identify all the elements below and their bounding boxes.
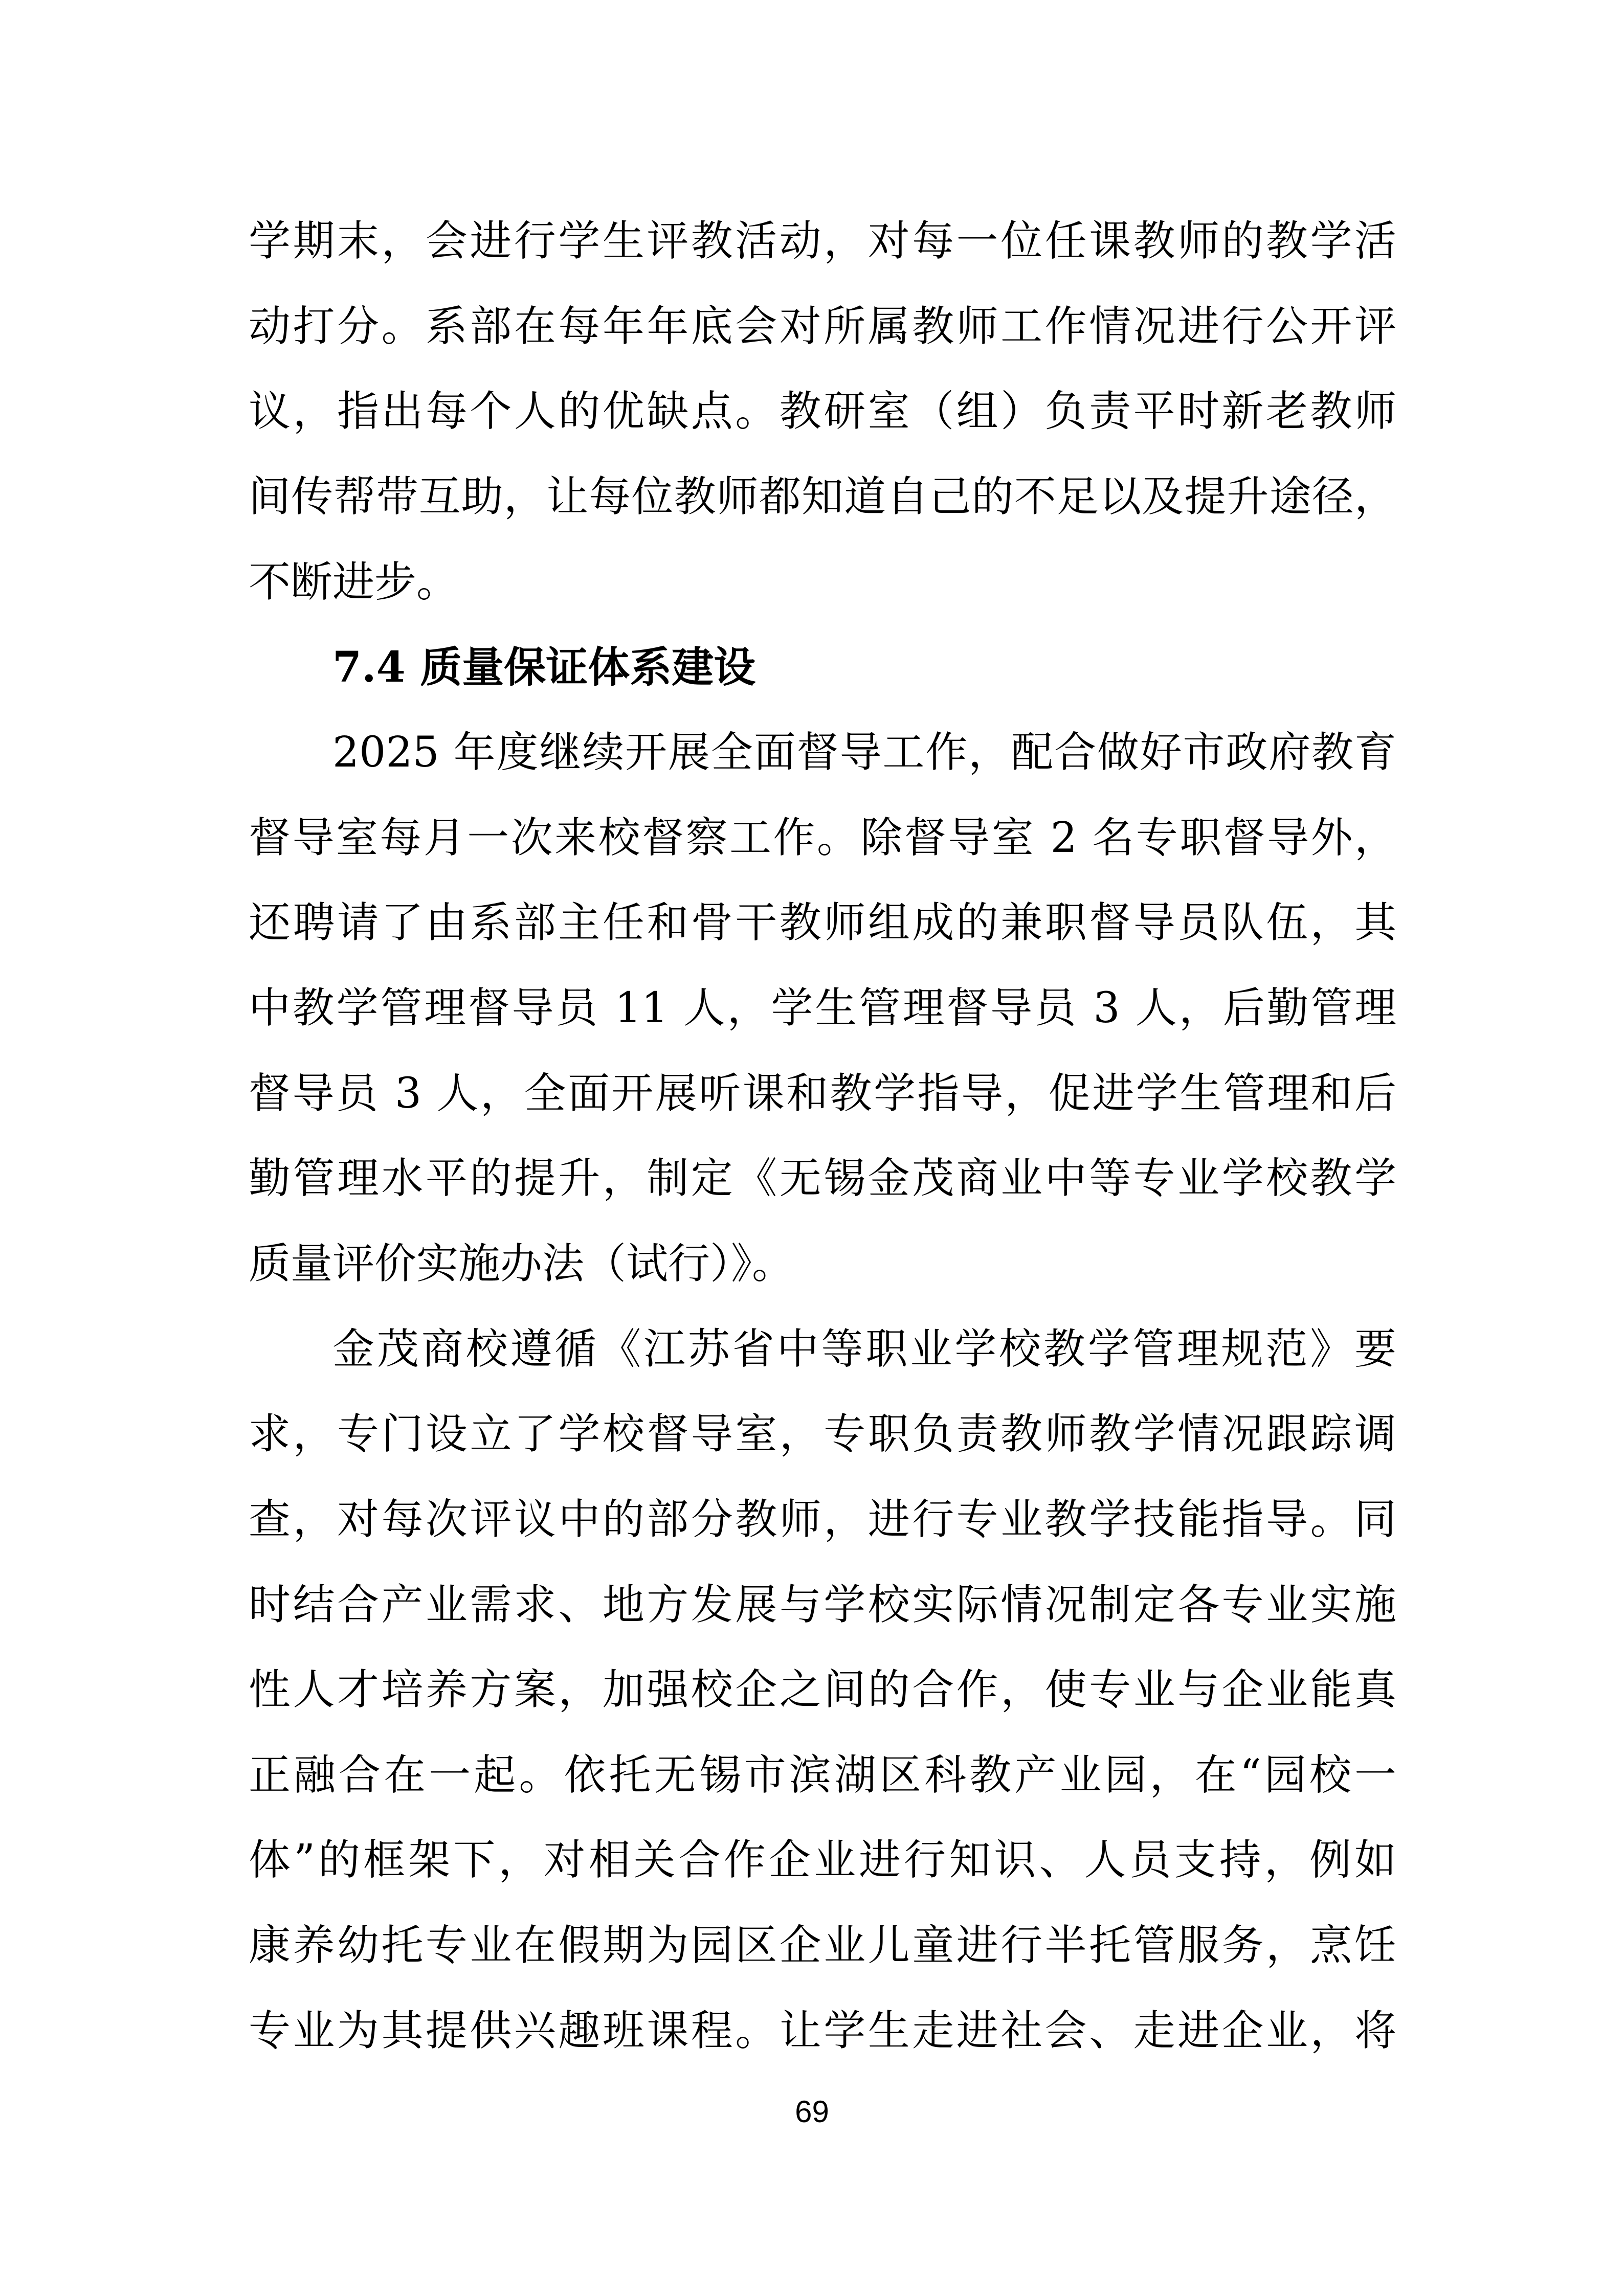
text-line: 求，专门设立了学校督导室，专职负责教师教学情况跟踪调 [249,1410,1396,1459]
text-line: 中教学管理督导员 11 人，学生管理督导员 3 人，后勤管理 [249,983,1396,1032]
text-line: 性人才培养方案，加强校企之间的合作，使专业与企业能真 [249,1665,1396,1715]
text-line: 勤管理水平的提升，制定《无锡金茂商业中等专业学校教学 [249,1154,1396,1203]
text-line: 议，指出每个人的优缺点。教研室（组）负责平时新老教师 [249,387,1396,436]
paragraph-supervision-work [249,710,1396,1307]
text-line: 督导员 3 人，全面开展听课和教学指导，促进学生管理和后 [249,1069,1396,1118]
text-line: 体”的框架下，对相关合作企业进行知识、人员支持，例如 [249,1836,1396,1885]
text-line: 查，对每次评议中的部分教师，进行专业教学技能指导。同 [249,1495,1396,1544]
text-line: 间传帮带互助，让每位教师都知道自己的不足以及提升途径， [249,472,1396,521]
text-line: 专业为其提供兴趣班课程。让学生走进社会、走进企业，将 [249,2006,1396,2055]
text-line: 康养幼托专业在假期为园区企业儿童进行半托管服务，烹饪 [249,1921,1396,1970]
page-number: 69 [795,2095,829,2129]
text-line: 动打分。系部在每年年底会对所属教师工作情况进行公开评 [249,302,1396,351]
text-line: 时结合产业需求、地方发展与学校实际情况制定各专业实施 [249,1580,1396,1629]
text-line: 金茂商校遵循《江苏省中等职业学校教学管理规范》要 [332,1324,1396,1374]
text-line: 还聘请了由系部主任和骨干教师组成的兼职督导员队伍，其 [249,898,1396,948]
text-line: 学期末，会进行学生评教活动，对每一位任课教师的教学活 [249,217,1396,265]
text-line: 质量评价实施办法（试行）》。 [249,1239,794,1288]
text-block [249,199,1396,2074]
paragraph-teacher-evaluation [249,199,1396,625]
section-heading-7-4: 7.4 质量保证体系建设 [332,643,756,692]
text-line: 督导室每月一次来校督察工作。除督导室 2 名专职督导外， [249,813,1396,862]
paragraph-jinmao-school [249,1307,1396,2074]
text-line: 2025 年度继续开展全面督导工作，配合做好市政府教育 [332,728,1396,777]
text-line: 正融合在一起。依托无锡市滨湖区科教产业园，在“园校一 [249,1750,1396,1799]
page-footer [0,2096,1624,2128]
text-line: 不断进步。 [249,557,459,606]
